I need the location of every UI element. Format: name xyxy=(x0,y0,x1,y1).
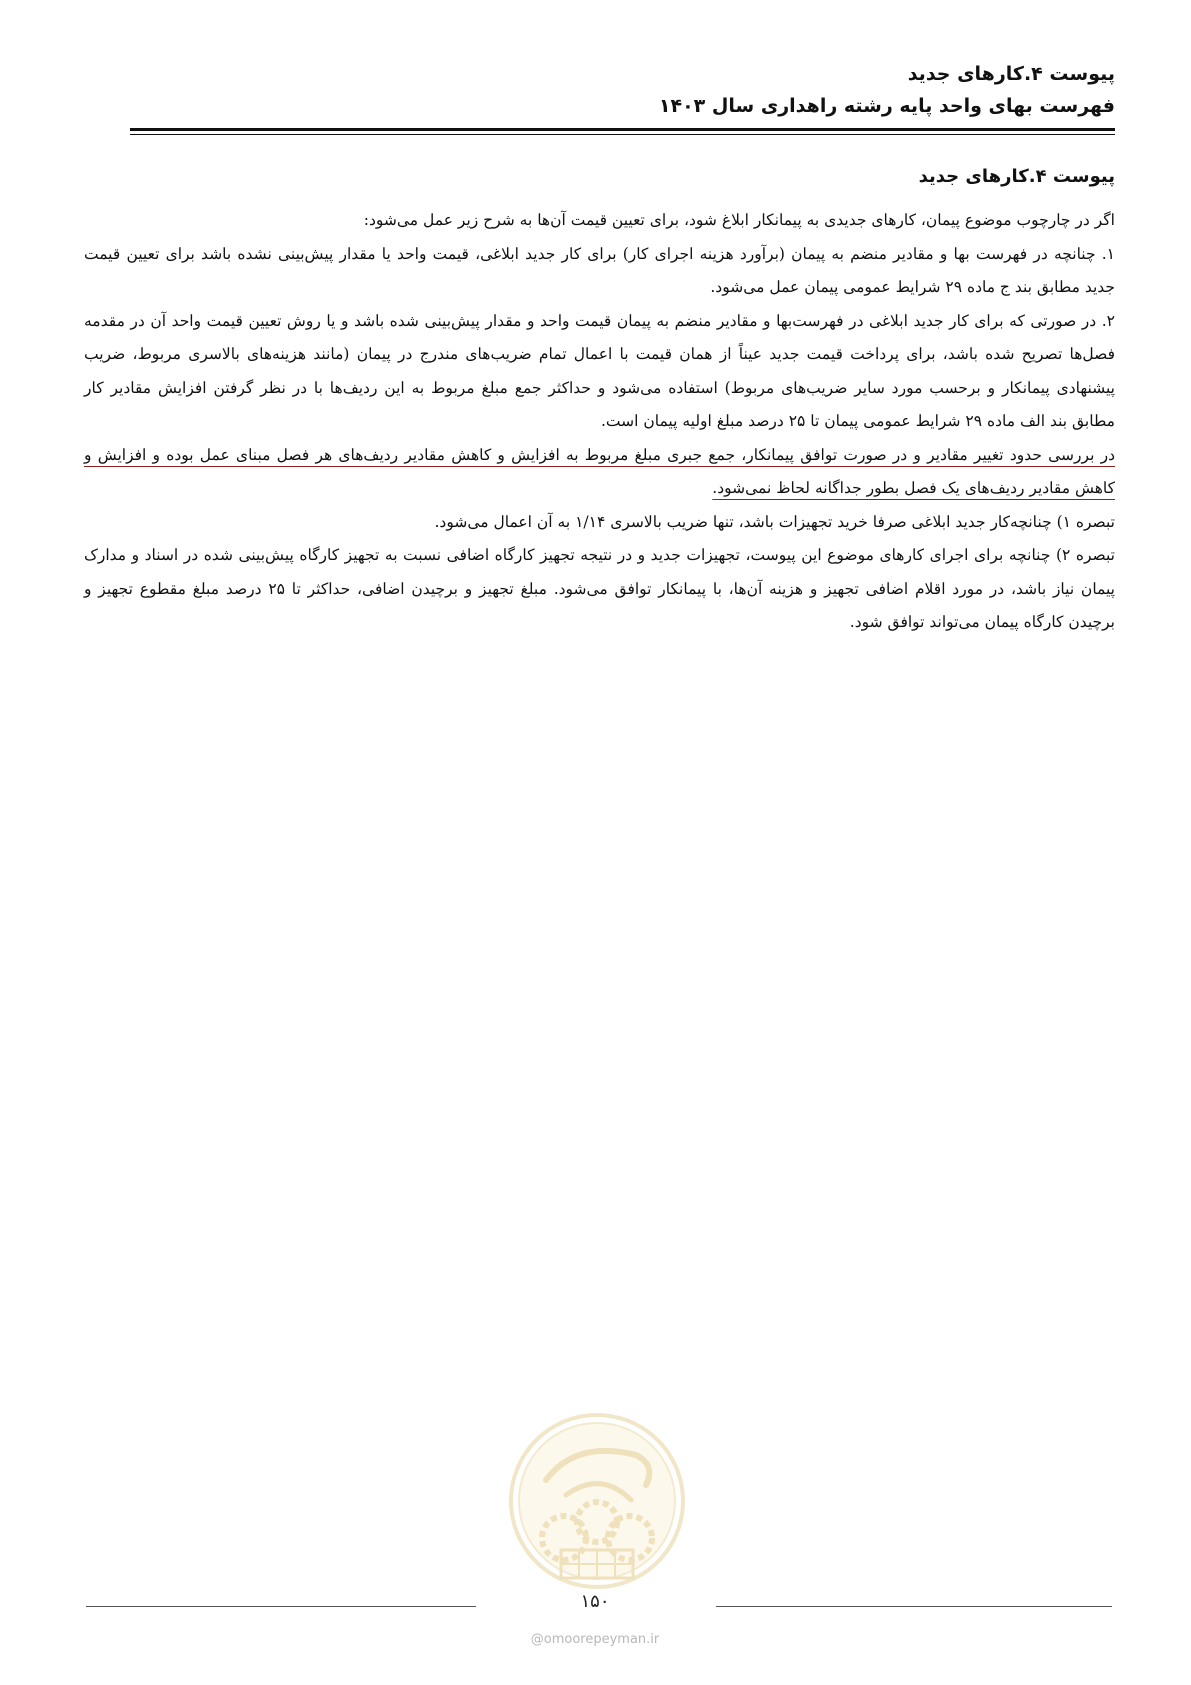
item-2-paragraph: ۲. در صورتی که برای کار جدید ابلاغی در فهرست‌بها و مقادیر منضم به پیمان قیمت واحد و مقدار پیش‌بینی شده باشد و یا روش تعیین قیمت واحد آن در مقدمه فصل‌ها تصریح شده باشد، برای پرداخت قیمت جدید عیناً از همان قیمت با اعمال تمام ضریب‌های مندرج در پیمان (مانند هزینه‌های بالاسری مربوط، ضریب پیشنهادی پیمانکار و برحسب مورد سایر ضریب‌های مربوط) استفاده می‌شود و حداکثر جمع مبلغ مربوط به این ردیف‌ها با در نظر گرفتن افزایش مقادیر کار مطابق بند الف ماده ۲۹ شرایط عمومی پیمان تا ۲۵ درصد مبلغ اولیه پیمان است. xyxy=(84,311,1115,430)
omoorepeyman-seal-logo xyxy=(506,1410,688,1592)
header-document-title: فهرست بهای واحد پایه رشته راهداری سال ۱۴۰۳ xyxy=(658,95,1115,117)
section-title: پیوست ۴.کارهای جدید xyxy=(918,166,1115,187)
underlined-text: در بررسی حدود تغییر مقادیر و در صورت توافق پیمانکار، جمع جبری مبلغ مربوط به افزایش و کاهش مقادیر ردیف‌های هر فصل مبنای عمل بوده و افزایش و کاهش مقادیر ردیف‌های یک فصل بطور جداگانه لحاظ نمی‌شود. xyxy=(84,445,1115,497)
page-header xyxy=(130,58,1115,122)
footer-divider-left xyxy=(86,1606,476,1607)
note-1-paragraph: تبصره ۱) چنانچه‌کار جدید ابلاغی صرفا خرید تجهیزات باشد، تنها ضریب بالاسری ۱/۱۴ به آن اعمال می‌شود. xyxy=(434,512,1115,531)
page-number: ۱۵۰ xyxy=(580,1591,610,1612)
header-divider-thick xyxy=(130,128,1115,131)
website-watermark: @omoorepeyman.ir xyxy=(530,1632,660,1647)
item-1-paragraph: ۱. چنانچه در فهرست بها و مقادیر منضم به پیمان (برآورد هزینه اجرای کار) برای کار جدید ابلاغی، قیمت واحد یا مقدار پیش‌بینی نشده باشد برای تعیین قیمت جدید مطابق بند ج ماده ۲۹ شرایط عمومی پیمان عمل می‌شود. xyxy=(84,244,1115,296)
note-2-paragraph: تبصره ۲) چنانچه برای اجرای کارهای موضوع این پیوست، تجهیزات جدید و در نتیجه تجهیز کارگاه اضافی نسبت به تجهیز کارگاه پیش‌بینی شده در اسناد و مدارک پیمان نیاز باشد، در مورد اقلام اضافی تجهیز و هزینه آن‌ها، با پیمانکار توافق می‌شود. مبلغ تجهیز و برچیدن اضافی، حداکثر تا ۲۵ درصد مبلغ مقطوع تجهیز و برچیدن کارگاه پیمان می‌تواند توافق شود. xyxy=(84,546,1115,631)
underlined-paragraph xyxy=(84,439,1115,506)
header-divider-thin xyxy=(130,134,1115,135)
header-appendix-title: پیوست ۴.کارهای جدید xyxy=(907,63,1115,85)
footer-divider-right xyxy=(716,1606,1112,1607)
intro-paragraph: اگر در چارچوب موضوع پیمان، کارهای جدیدی به پیمانکار ابلاغ شود، برای تعیین قیمت آن‌ها به شرح زیر عمل می‌شود: xyxy=(363,211,1115,229)
document-body xyxy=(84,162,1115,640)
